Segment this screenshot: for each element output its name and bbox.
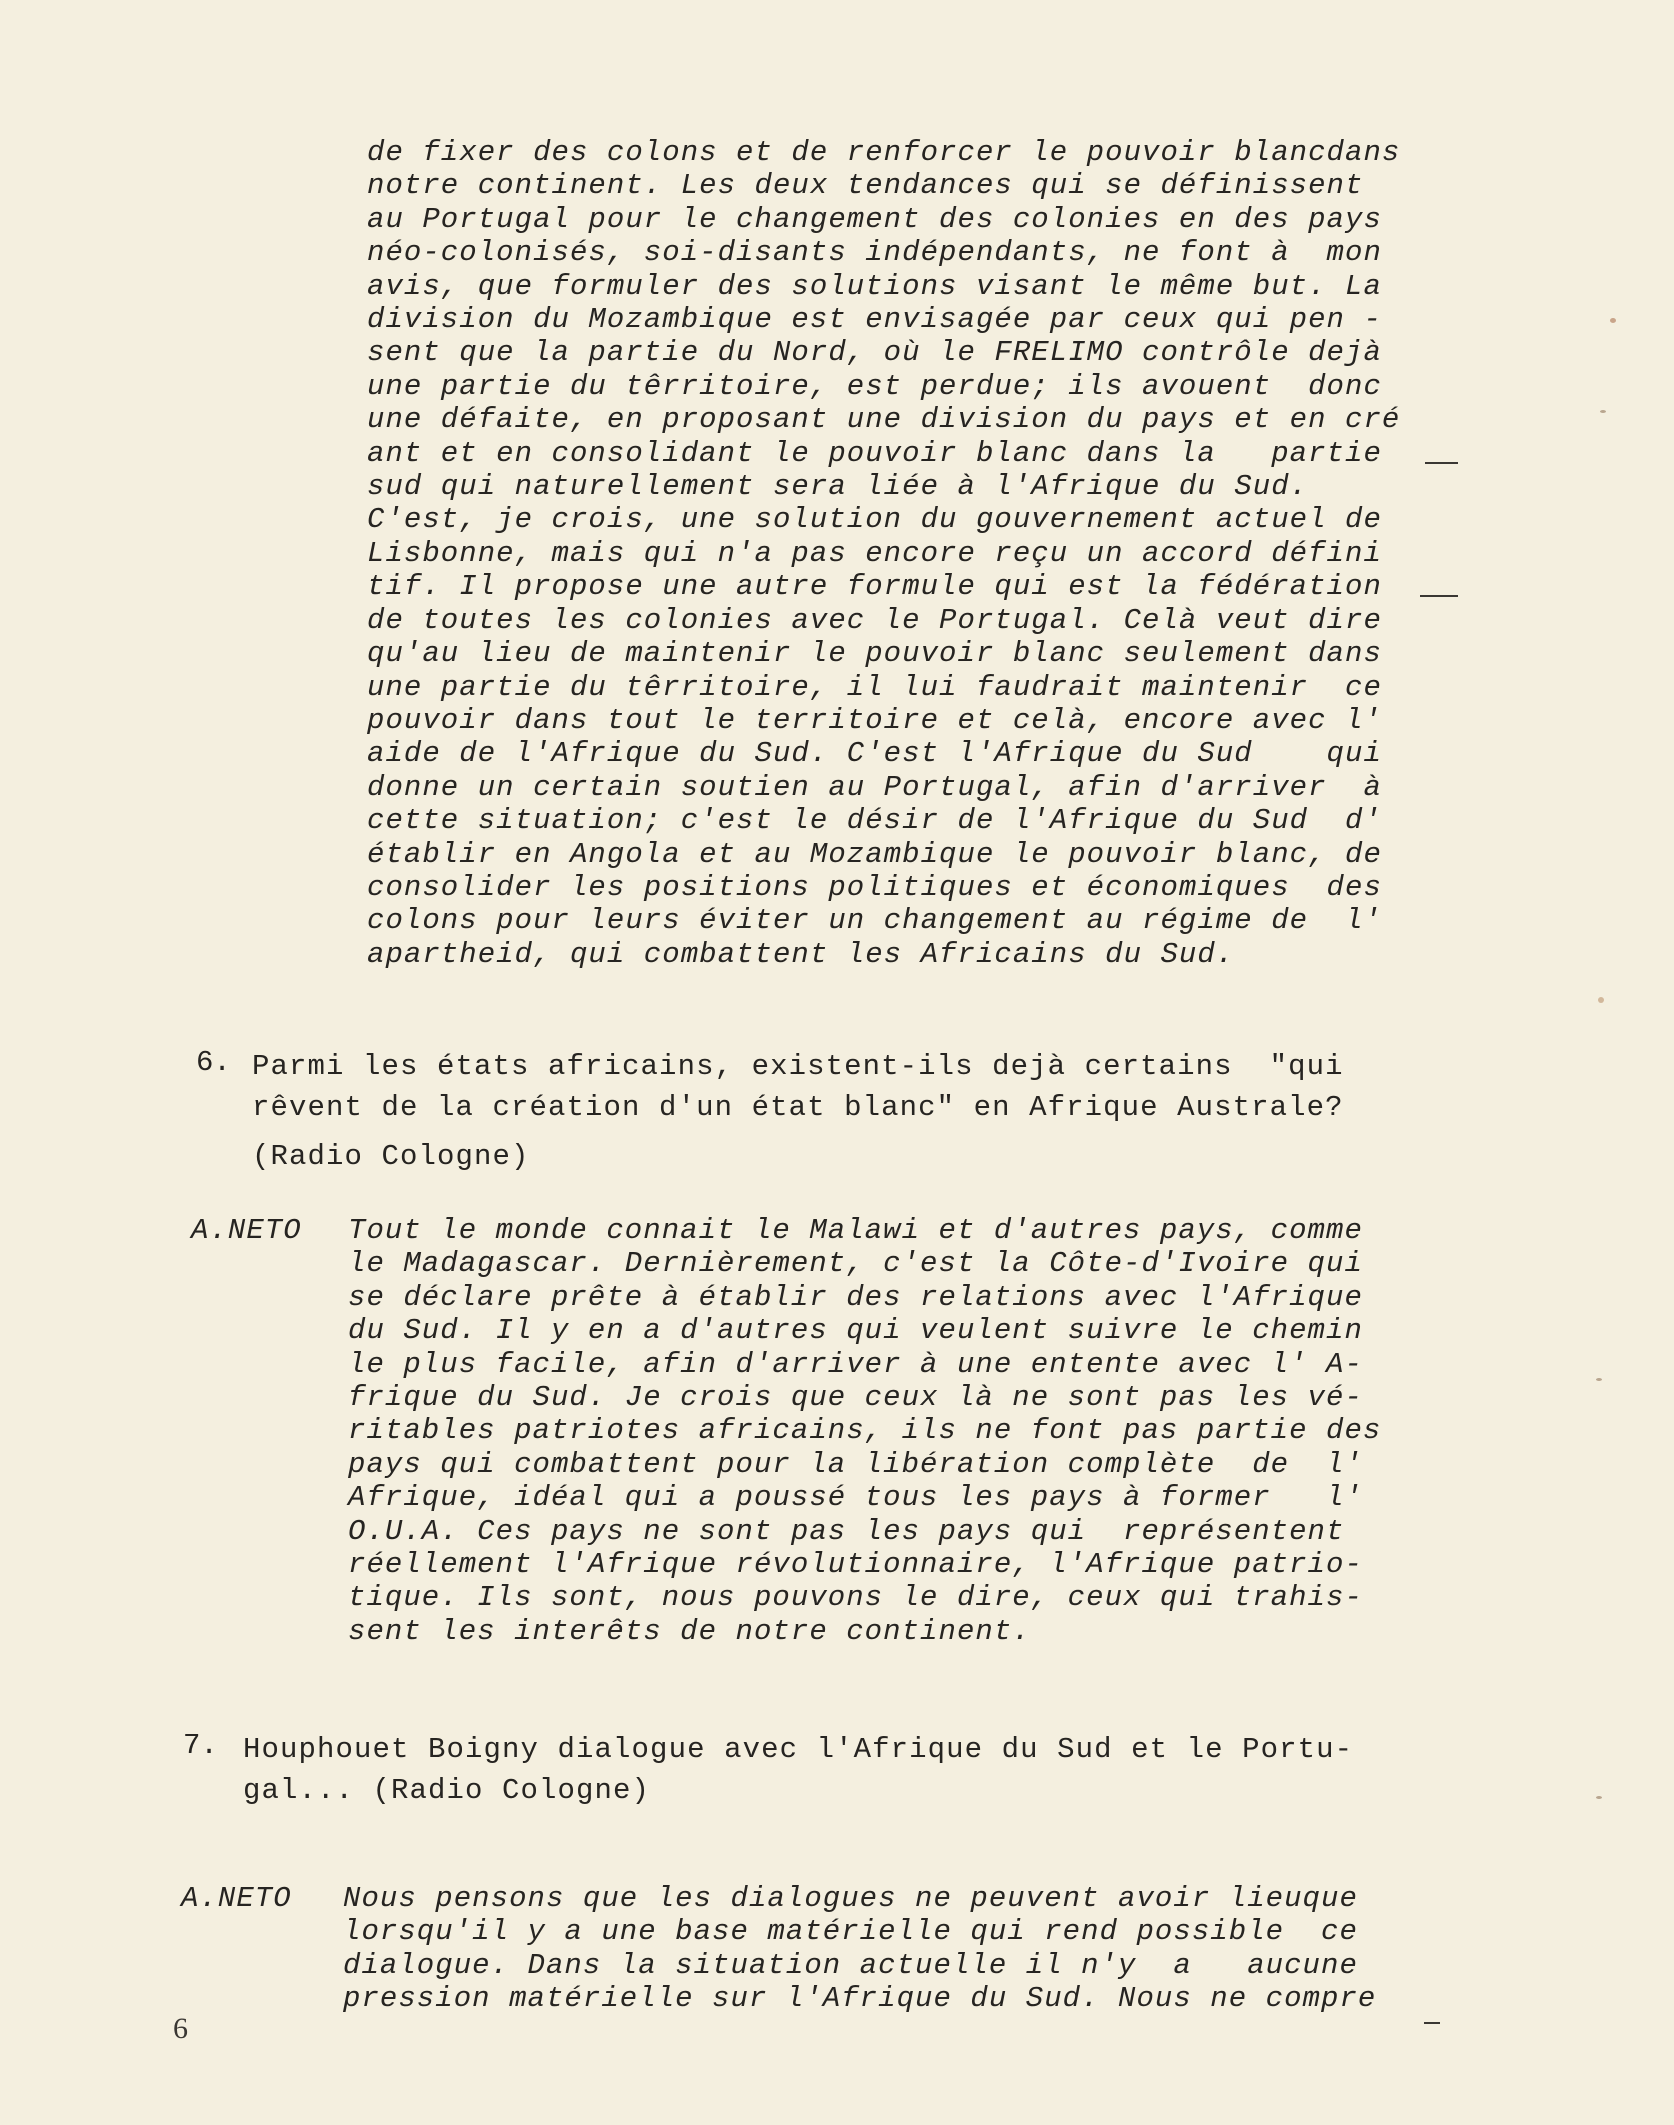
answer-7-text bbox=[343, 1882, 1376, 2016]
answer-continuation bbox=[367, 136, 1400, 971]
text-line: au Portugal pour le changement des colonies en des pays bbox=[367, 202, 1382, 236]
text-line: rêvent de la création d'un état blanc" en Afrique Australe? bbox=[252, 1091, 1344, 1124]
text-line: le plus facile, afin d'arriver à une entente avec l' A- bbox=[348, 1347, 1363, 1381]
text-line: pays qui combattent pour la libération complète de l' bbox=[348, 1447, 1363, 1481]
text-line: colons pour leurs éviter un changement au régime de l' bbox=[367, 904, 1382, 938]
text-line: Parmi les états africains, existent-ils dejà certains "qui bbox=[252, 1050, 1344, 1083]
overline-mark bbox=[1420, 595, 1458, 597]
paper-speck bbox=[1596, 1378, 1602, 1381]
text-line: de toutes les colonies avec le Portugal. Celà veut dire bbox=[367, 603, 1382, 637]
paper-speck bbox=[1598, 997, 1604, 1003]
text-line: établir en Angola et au Mozambique le pouvoir blanc, de bbox=[367, 837, 1382, 871]
speaker-label: A.NETO bbox=[181, 1882, 292, 1915]
text-line: Tout le monde connait le Malawi et d'autres pays, comme bbox=[348, 1214, 1363, 1247]
text-line: avis, que formuler des solutions visant le même but. La bbox=[367, 269, 1382, 303]
text-line: aide de l'Afrique du Sud. C'est l'Afrique du Sud qui bbox=[367, 737, 1382, 771]
paper-speck bbox=[1600, 410, 1606, 413]
text-line: frique du Sud. Je crois que ceux là ne sont pas les vé- bbox=[348, 1381, 1363, 1415]
text-line: tif. Il propose une autre formule qui est la fédération bbox=[367, 570, 1382, 604]
question-number: 7. bbox=[183, 1729, 218, 1762]
text-line: tique. Ils sont, nous pouvons le dire, ceux qui trahis- bbox=[348, 1581, 1363, 1615]
continuation-dash bbox=[1424, 2022, 1440, 2024]
text-line: dialogue. Dans la situation actuelle il n'y a aucune bbox=[343, 1948, 1358, 1982]
text-line: du Sud. Il y en a d'autres qui veulent suivre le chemin bbox=[348, 1314, 1363, 1348]
text-line: ant et en consolidant le pouvoir blanc dans la partie bbox=[367, 436, 1382, 470]
text-line: lorsqu'il y a une base matérielle qui rend possible ce bbox=[343, 1915, 1358, 1949]
text-line: Lisbonne, mais qui n'a pas encore reçu un accord défini bbox=[367, 536, 1382, 570]
answer-6-text bbox=[348, 1214, 1381, 1648]
text-line: une défaite, en proposant une division du pays et en cré bbox=[367, 403, 1401, 437]
text-line: C'est, je crois, une solution du gouvernement actuel de bbox=[367, 503, 1382, 537]
text-line: néo-colonisés, soi-disants indépendants, ne font à mon bbox=[367, 236, 1382, 270]
overline-mark bbox=[1425, 462, 1458, 464]
text-line: sent que la partie du Nord, où le FRELIMO contrôle dejà bbox=[367, 336, 1382, 370]
speaker-label: A.NETO bbox=[191, 1214, 302, 1247]
text-line: O.U.A. Ces pays ne sont pas les pays qui représentent bbox=[348, 1514, 1345, 1548]
text-line: une partie du têrritoire, il lui faudrait maintenir ce bbox=[367, 670, 1382, 704]
text-line: de fixer des colons et de renforcer le pouvoir blancdans bbox=[367, 136, 1401, 169]
text-line: apartheid, qui combattent les Africains du Sud. bbox=[367, 937, 1235, 971]
text-line: cette situation; c'est le désir de l'Afrique du Sud d' bbox=[367, 804, 1382, 838]
paper-speck bbox=[1610, 318, 1616, 323]
text-line: donne un certain soutien au Portugal, afin d'arriver à bbox=[367, 770, 1382, 804]
text-line: sent les interêts de notre continent. bbox=[348, 1614, 1031, 1648]
text-line: réellement l'Afrique révolutionnaire, l'Afrique patrio- bbox=[348, 1548, 1363, 1582]
text-line: (Radio Cologne) bbox=[252, 1140, 530, 1173]
question-6-text bbox=[252, 1046, 1344, 1177]
text-line: une partie du têrritoire, est perdue; ils avouent donc bbox=[367, 369, 1382, 403]
text-line: le Madagascar. Dernièrement, c'est la Côte-d'Ivoire qui bbox=[348, 1247, 1363, 1281]
text-line: gal... (Radio Cologne) bbox=[243, 1774, 651, 1807]
text-line: division du Mozambique est envisagée par ceux qui pen - bbox=[367, 303, 1382, 337]
paper-speck bbox=[1596, 1796, 1602, 1799]
text-line: pression matérielle sur l'Afrique du Sud. Nous ne compre bbox=[343, 1982, 1377, 2016]
text-line: Afrique, idéal qui a poussé tous les pays à former l' bbox=[348, 1481, 1363, 1515]
text-line: se déclare prête à établir des relations avec l'Afrique bbox=[348, 1280, 1363, 1314]
text-line: consolider les positions politiques et économiques des bbox=[367, 870, 1382, 904]
text-line: pouvoir dans tout le territoire et celà, encore avec l' bbox=[367, 703, 1382, 737]
page-number: 6 bbox=[173, 2012, 188, 2045]
text-line: notre continent. Les deux tendances qui se définissent bbox=[367, 169, 1364, 203]
text-line: Nous pensons que les dialogues ne peuvent avoir lieuque bbox=[343, 1882, 1358, 1915]
text-line: qu'au lieu de maintenir le pouvoir blanc seulement dans bbox=[367, 637, 1382, 671]
question-number: 6. bbox=[196, 1046, 231, 1079]
text-line: sud qui naturellement sera liée à l'Afrique du Sud. bbox=[367, 470, 1309, 504]
text-line: ritables patriotes africains, ils ne font pas partie des bbox=[348, 1414, 1382, 1448]
question-7-text bbox=[243, 1729, 1353, 1811]
text-line: Houphouet Boigny dialogue avec l'Afrique du Sud et le Portu- bbox=[243, 1733, 1354, 1766]
